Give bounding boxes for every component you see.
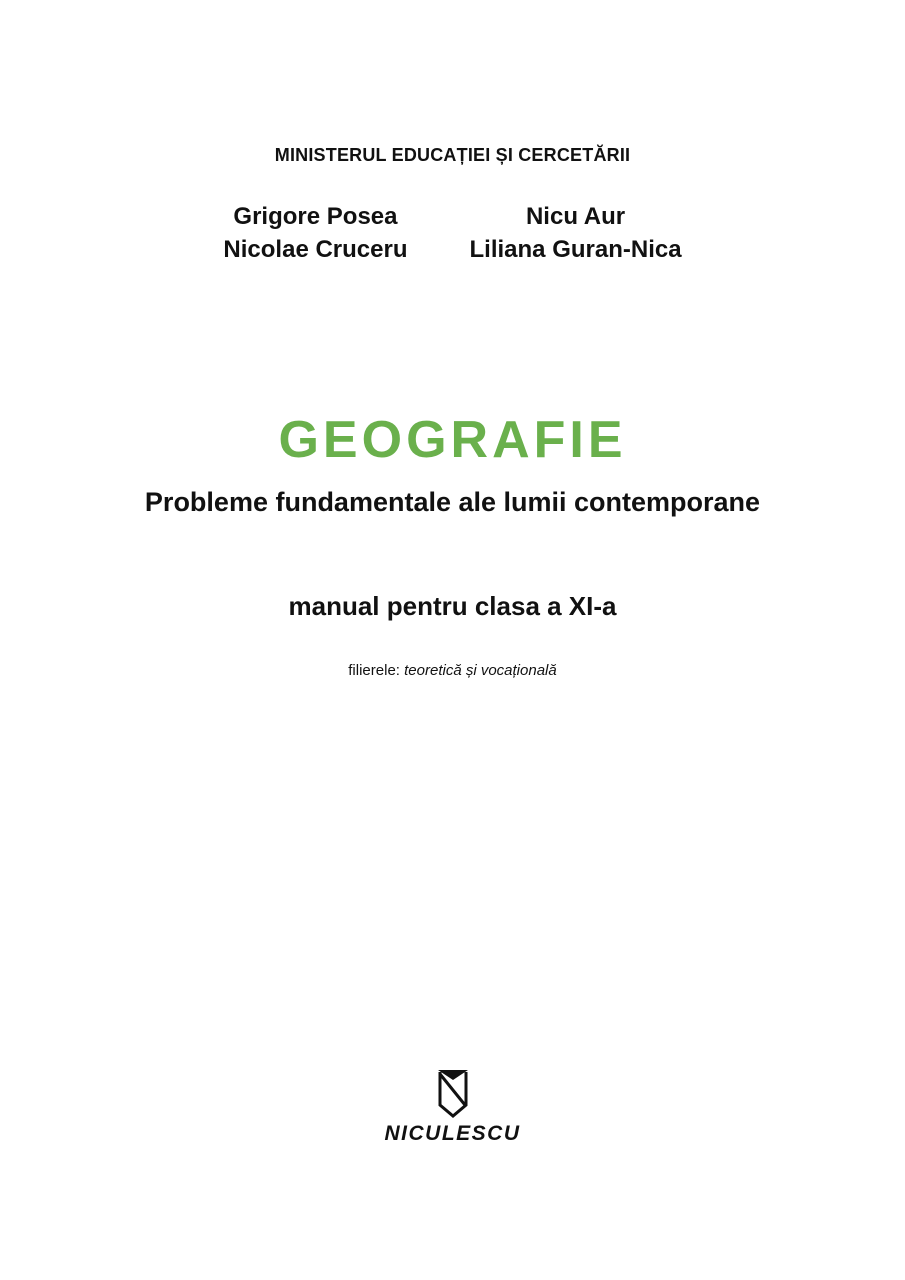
- publisher-block: [0, 1068, 905, 1146]
- grade-label: manual pentru clasa a XI-a: [288, 591, 617, 621]
- author-name: Liliana Guran-Nica: [469, 236, 682, 263]
- authors-left-column: [223, 200, 407, 266]
- streams-value: teoretică și vocațională: [404, 662, 557, 679]
- book-title: GEOGRAFIE: [278, 411, 627, 469]
- author-name: Grigore Posea: [233, 203, 398, 230]
- author-name: Nicu Aur: [525, 203, 626, 230]
- authors-right-column: [470, 200, 682, 266]
- streams-label: filierele:: [348, 662, 400, 679]
- authors-block: [0, 200, 905, 266]
- book-subtitle: Probleme fundamentale ale lumii contemporane: [144, 487, 761, 517]
- streams-line: [0, 662, 905, 679]
- niculescu-logo-icon: [436, 1068, 470, 1118]
- ministry-name: MINISTERUL EDUCAȚIEI ȘI CERCETĂRII: [274, 145, 631, 165]
- publisher-name: NICULESCU: [384, 1122, 521, 1145]
- author-name: Nicolae Cruceru: [223, 236, 408, 263]
